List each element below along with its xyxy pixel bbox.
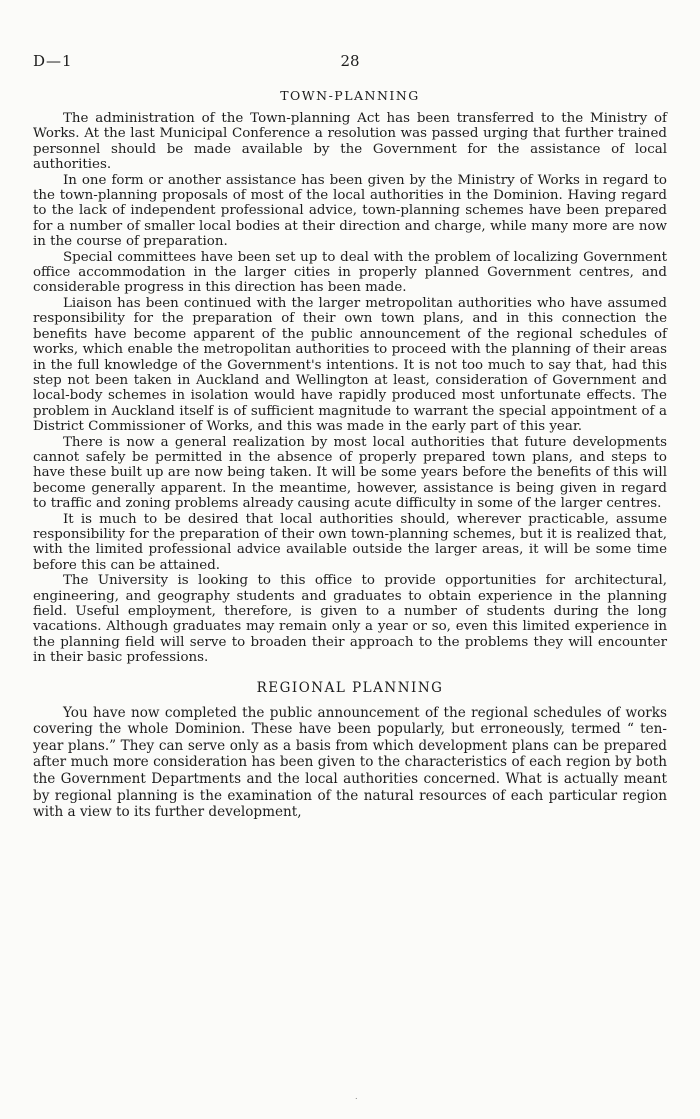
paragraph: Special committees have been set up to deal with the problem of localizing Government office accommodation in the larger cities in properly planned Government centres, and considerable progress in this direction has been made. (33, 249, 667, 296)
section-regional-planning (33, 680, 667, 821)
page-header (33, 52, 667, 72)
page-number: 28 (340, 52, 360, 70)
document-reference: D—1 (33, 52, 73, 70)
section-heading: TOWN-PLANNING (280, 88, 420, 103)
paragraph: There is now a general realization by most local authorities that future developments cannot safely be permitted in the absence of properly prepared town plans, and steps to have these built up are now being taken. It will be some years before the benefits of this will become generally apparent. In the meantime, however, assistance is being given in regard to traffic and zoning problems already causing acute difficulty in some of the larger centres. (33, 434, 667, 512)
page-body (33, 88, 667, 821)
paragraph: The administration of the Town-planning Act has been transferred to the Ministry of Works. At the last Municipal Conference a resolution was passed urging that further trained personnel should be made available by the Government for the assistance of local authorities. (33, 111, 667, 173)
section-town-planning (33, 88, 667, 666)
section-heading: REGIONAL PLANNING (256, 679, 444, 696)
page-mark: . (355, 1092, 358, 1101)
paragraph: The University is looking to this office to provide opportunities for architectural, engineering, and geography students and graduates to obtain experience in the planning field. Useful employment, therefore, is given to a number of students during the long vacations. Although graduates may remain only a year or so, even this limited experience in the planning field will serve to broaden their approach to the problems they will encounter in their basic professions. (33, 573, 667, 666)
paragraph: It is much to be desired that local authorities should, wherever practicable, assume responsibility for the preparation of their own town-planning schemes, but it is realized that, with the limited professional advice available outside the larger areas, it will be some time before this can be attained. (33, 511, 667, 573)
paragraph: You have now completed the public announcement of the regional schedules of works covering the whole Dominion. These have been popularly, but erroneously, termed “ ten-year plans.” They can serve only as a basis from which development plans can be prepared after much more consideration has been given to the characteristics of each region by both the Government Departments and the local authorities concerned. What is actually meant by regional planning is the examination of the natural resources of each particular region with a view to its further development, (33, 704, 667, 821)
paragraph: Liaison has been continued with the larger metropolitan authorities who have assumed responsibility for the preparation of their own town plans, and in this connection the benefits have become apparent of the public announcement of the regional schedules of works, which enable the metropolitan authorities to proceed with the planning of their areas in the full knowledge of the Government's intentions. It is not too much to say that, had this step not been taken in Auckland and Wellington at least, consideration of Government and local-body schemes in isolation would have rapidly produced most unfortunate effects. The problem in Auckland itself is of sufficient magnitude to warrant the special appointment of a District Commissioner of Works, and this was made in the early part of this year. (33, 295, 667, 435)
paragraph: In one form or another assistance has been given by the Ministry of Works in regard to the town-planning proposals of most of the local authorities in the Dominion. Having regard to the lack of independent professional advice, town-planning schemes have been prepared for a number of smaller local bodies at their direction and charge, while many more are now in the course of preparation. (33, 172, 667, 250)
